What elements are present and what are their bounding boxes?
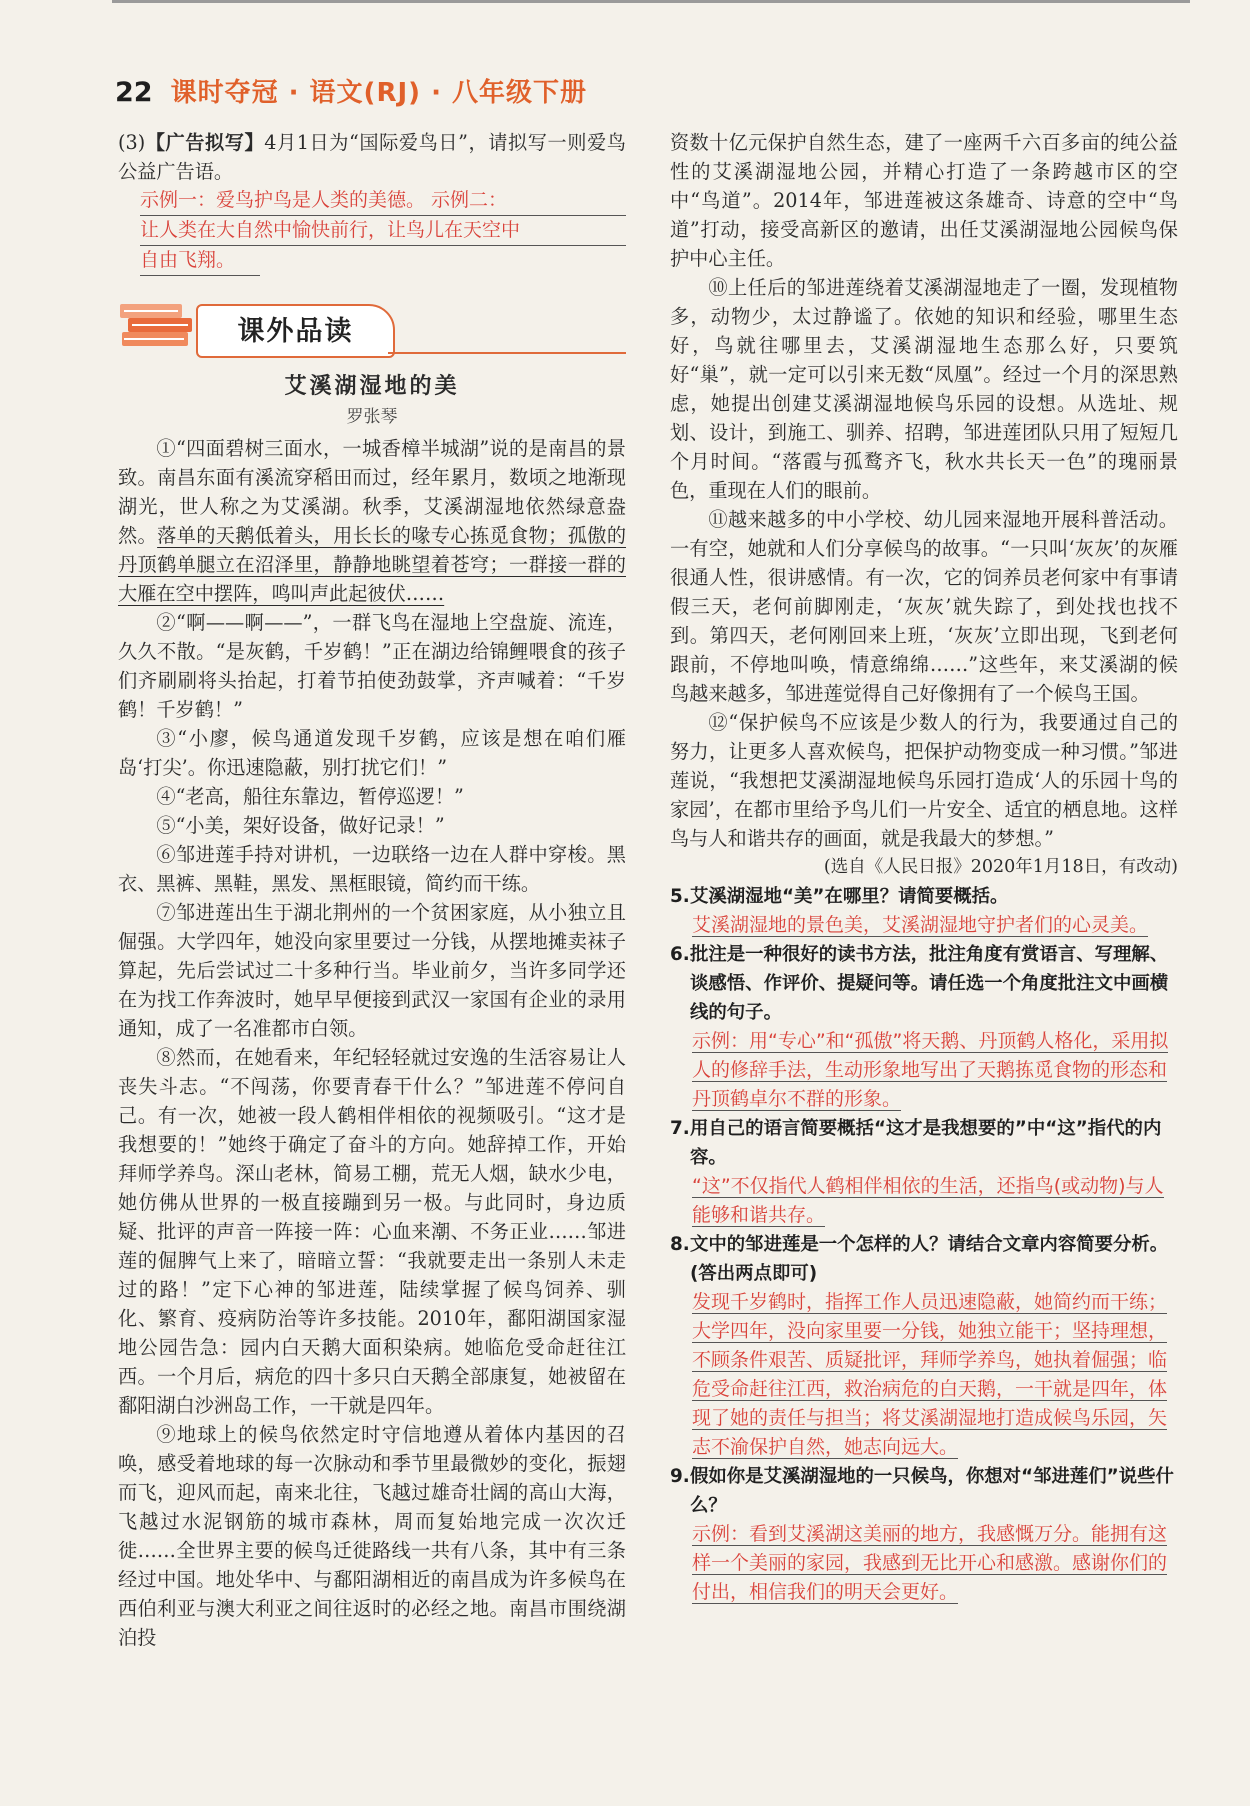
question-9-text: 假如你是艾溪湖湿地的一只候鸟，你想对“邹进莲们”说些什么？ bbox=[690, 1466, 1174, 1516]
question-6-prompt bbox=[670, 940, 1178, 1027]
article-paragraph-10: ⑩上任后的邹进莲绕着艾溪湖湿地走了一圈，发现植物多，动物少，太过静谧了。依她的知识和经验，哪里生态好，鸟就往哪里去，艾溪湖湿地生态那么好，只要筑好“巢”，就一定可以引来无数“凤凰”。经过一个月的深思熟虑，她提出创建艾溪湖湿地候鸟乐园的设想。从选址、规划、设计，到施工、驯养、招聘，邹进莲团队只用了短短几个月时间。“落霞与孤鹜齐飞，秋水共长天一色”的瑰丽景色，重现在人们的眼前。 bbox=[670, 276, 1178, 502]
question-8-text: 文中的邹进莲是一个怎样的人？请结合文章内容简要分析。(答出两点即可) bbox=[690, 1234, 1169, 1284]
right-column bbox=[670, 128, 1178, 1607]
question-5-answer-text: 艾溪湖湿地的景色美，艾溪湖湿地守护者们的心灵美。 bbox=[692, 914, 1149, 936]
article-author: 罗张琴 bbox=[346, 407, 398, 427]
question-6 bbox=[670, 940, 1178, 1114]
page-number: 22 bbox=[115, 77, 153, 108]
question-9 bbox=[670, 1462, 1178, 1607]
question-9-prompt bbox=[670, 1462, 1178, 1520]
article-paragraph-7: ⑦邹进莲出生于湖北荆州的一个贫困家庭，从小独立且倔强。大学四年，她没向家里要过一分钱，从摆地摊卖袜子算起，先后尝试过二十多种行当。毕业前夕，当许多同学还在为找工作奔波时，她早早便接到武汉一家国有企业的录用通知，成了一名准都市白领。 bbox=[118, 901, 626, 1040]
question-5-text: 艾溪湖湿地“美”在哪里？请简要概括。 bbox=[690, 886, 1009, 907]
article-paragraph-11: ⑪越来越多的中小学校、幼儿园来湿地开展科普活动。一有空，她就和人们分享候鸟的故事。“一只叫‘灰灰’的灰雁很通人性，很讲感情。有一次，它的饲养员老何家中有事请假三天，老何前脚刚走，‘灰灰’就失踪了，到处找也找不到。第四天，老何刚回来上班，‘灰灰’立即出现，飞到老何跟前，不停地叫唤，情意绵绵……”这些年，来艾溪湖的候鸟越来越多，邹进莲觉得自己好像拥有了一个候鸟王国。 bbox=[670, 508, 1178, 705]
ad-task-prompt bbox=[118, 128, 626, 186]
question-8-answer-text: 发现千岁鹤时，指挥工作人员迅速隐蔽，她简约而干练；大学四年，没向家里要一分钱，她独立能干；坚持理想，不顾条件艰苦、质疑批评，拜师学养鸟，她执着倔强；临危受命赶往江西，救治病危的白天鹅，一干就是四年，体现了她的责任与担当；将艾溪湖湿地打造成候鸟乐园，矢志不渝保护自然，她志向远大。 bbox=[692, 1291, 1168, 1458]
left-column bbox=[118, 128, 626, 1652]
article-title: 艾溪湖湿地的美 bbox=[284, 373, 460, 399]
question-6-answer-text: 示例：用“专心”和“孤傲”将天鹅、丹顶鹤人格化，采用拟人的修辞手法，生动形象地写出了天鹅拣觅食物的形态和丹顶鹤卓尔不群的形象。 bbox=[692, 1030, 1169, 1110]
question-7-number: 7. bbox=[670, 1118, 690, 1139]
article-paragraph-2: ②“啊——啊——”，一群飞鸟在湿地上空盘旋、流连，久久不散。“是灰鹤，千岁鹤！”正在湖边给锦鲤喂食的孩子们齐刷刷将头抬起，打着节拍使劲鼓掌，齐声喊着：“千岁鹤！千岁鹤！” bbox=[118, 611, 626, 721]
article-paragraph-6: ⑥邹进莲手持对讲机，一边联络一边在人群中穿梭。黑衣、黑裤、黑鞋，黑发、黑框眼镜，简约而干练。 bbox=[118, 843, 626, 895]
question-7-answer bbox=[670, 1172, 1178, 1230]
section-title-tab bbox=[196, 304, 395, 358]
question-9-number: 9. bbox=[670, 1466, 690, 1487]
question-8-answer bbox=[670, 1288, 1178, 1462]
article-source: (选自《人民日报》2020年1月18日，有改动) bbox=[823, 857, 1178, 877]
ad-task-tag: 【广告拟写】 bbox=[145, 131, 265, 154]
section-title: 课外品读 bbox=[237, 315, 354, 347]
book-title: 课时夺冠 · 语文(RJ) · 八年级下册 bbox=[170, 78, 587, 108]
question-6-text: 批注是一种很好的读书方法，批注角度有赏语言、写理解、谈感悟、作评价、提疑问等。请任选一个角度批注文中画横线的句子。 bbox=[690, 944, 1169, 1023]
question-9-answer bbox=[670, 1520, 1178, 1607]
books-icon bbox=[118, 296, 198, 358]
article-paragraph-5: ⑤“小美，架好设备，做好记录！” bbox=[156, 814, 445, 837]
ad-answer-line-2: 让人类在大自然中愉快前行，让鸟儿在天空中 bbox=[140, 216, 626, 246]
ad-task-answer bbox=[118, 186, 626, 276]
question-5 bbox=[670, 882, 1178, 940]
ad-task-number: (3) bbox=[118, 131, 146, 154]
question-7 bbox=[670, 1114, 1178, 1230]
article-paragraph-12: ⑫“保护候鸟不应该是少数人的行为，我要通过自己的努力，让更多人喜欢候鸟，把保护动物变成一种习惯。”邹进莲说，“我想把艾溪湖湿地候鸟乐园打造成‘人的乐园十鸟的家园’，在都市里给予鸟儿们一片安全、适宜的栖息地。这样鸟与人和谐共存的画面，就是我最大的梦想。” bbox=[670, 711, 1178, 850]
ad-task bbox=[118, 128, 626, 276]
question-7-answer-text: “这”不仅指代人鹤相伴相依的生活，还指鸟(或动物)与人能够和谐共存。 bbox=[692, 1175, 1164, 1226]
top-border bbox=[112, 0, 1190, 8]
question-7-text: 用自己的语言简要概括“这才是我想要的”中“这”指代的内容。 bbox=[690, 1118, 1162, 1168]
p1-underlined-text: 落单的天鹅低着头，用长长的喙专心拣觅食物；孤傲的丹顶鹤单腿立在沼泽里，静静地眺望着苍穹；一群接一群的大雁在空中摆阵，鸣叫声此起彼伏…… bbox=[118, 524, 627, 605]
ad-answer-line-3: 自由飞翔。 bbox=[140, 246, 260, 276]
page-header bbox=[115, 72, 587, 112]
question-8-number: 8. bbox=[670, 1234, 690, 1255]
question-6-answer bbox=[670, 1027, 1178, 1114]
article-paragraph-1 bbox=[118, 434, 626, 608]
section-banner bbox=[118, 286, 626, 364]
banner-underline bbox=[388, 352, 626, 354]
article-paragraph-3: ③“小廖，候鸟通道发现千岁鹤，应该是想在咱们雁岛‘打尖’。你迅速隐蔽，别打扰它们！” bbox=[118, 727, 626, 779]
question-5-number: 5. bbox=[670, 886, 690, 907]
p1-text: ①“四面碧树三面水，一城香樟半城湖”说的是南昌的景致。南昌东面有溪流穿稻田而过，经年累月，数顷之地渐现湖光，世人称之为艾溪湖。秋季，艾溪湖湿地依然绿意盎然。 bbox=[118, 437, 626, 547]
question-8 bbox=[670, 1230, 1178, 1462]
question-5-answer bbox=[670, 911, 1178, 940]
question-9-answer-text: 示例：看到艾溪湖这美丽的地方，我感慨万分。能拥有这样一个美丽的家园，我感到无比开心和感激。感谢你们的付出，相信我们的明天会更好。 bbox=[692, 1523, 1168, 1603]
article-paragraph-9-continued: 资数十亿元保护自然生态，建了一座两千六百多亩的纯公益性的艾溪湖湿地公园，并精心打造了一条跨越市区的空中“鸟道”。2014年，邹进莲被这条雄奇、诗意的空中“鸟道”打动，接受高新区的邀请，出任艾溪湖湿地公园候鸟保护中心主任。 bbox=[670, 131, 1178, 270]
question-5-prompt bbox=[670, 882, 1178, 911]
question-7-prompt bbox=[670, 1114, 1178, 1172]
ad-answer-line-1: 示例一：爱鸟护鸟是人类的美德。 示例二： bbox=[140, 186, 626, 216]
article-paragraph-4: ④“老高，船往东靠边，暂停巡逻！” bbox=[156, 785, 464, 808]
article-paragraph-8: ⑧然而，在她看来，年纪轻轻就过安逸的生活容易让人丧失斗志。“不闯荡，你要青春干什么？”邹进莲不停问自己。有一次，她被一段人鹤相伴相依的视频吸引。“这才是我想要的！”她终于确定了奋斗的方向。她辞掉工作，开始拜师学养鸟。深山老林，简易工棚，荒无人烟，缺水少电，她仿佛从世界的一极直接蹦到另一极。与此同时，身边质疑、批评的声音一阵接一阵：心血来潮、不务正业……邹进莲的倔脾气上来了，暗暗立誓：“我就要走出一条别人未走过的路！”定下心神的邹进莲，陆续掌握了候鸟饲养、驯化、繁育、疫病防治等许多技能。2010年，鄱阳湖国家湿地公园告急：园内白天鹅大面积染病。她临危受命赶往江西。一个月后，病危的四十多只白天鹅全部康复，她被留在鄱阳湖白沙洲岛工作，一干就是四年。 bbox=[118, 1046, 626, 1417]
article-paragraph-9: ⑨地球上的候鸟依然定时守信地遵从着体内基因的召唤，感受着地球的每一次脉动和季节里最微妙的变化，振翅而飞，迎风而起，南来北往，飞越过雄奇壮阔的高山大海，飞越过水泥钢筋的城市森林，周而复始地完成一次次迁徙……全世界主要的候鸟迁徙路线一共有八条，其中有三条经过中国。地处华中、与鄱阳湖相近的南昌成为许多候鸟在西伯利亚与澳大利亚之间往返时的必经之地。南昌市围绕湖泊投 bbox=[118, 1423, 626, 1649]
question-6-number: 6. bbox=[670, 944, 690, 965]
question-8-prompt bbox=[670, 1230, 1178, 1288]
ad-task-text: 4月1日为“国际爱鸟日”，请拟写一则爱鸟公益广告语。 bbox=[118, 131, 626, 183]
